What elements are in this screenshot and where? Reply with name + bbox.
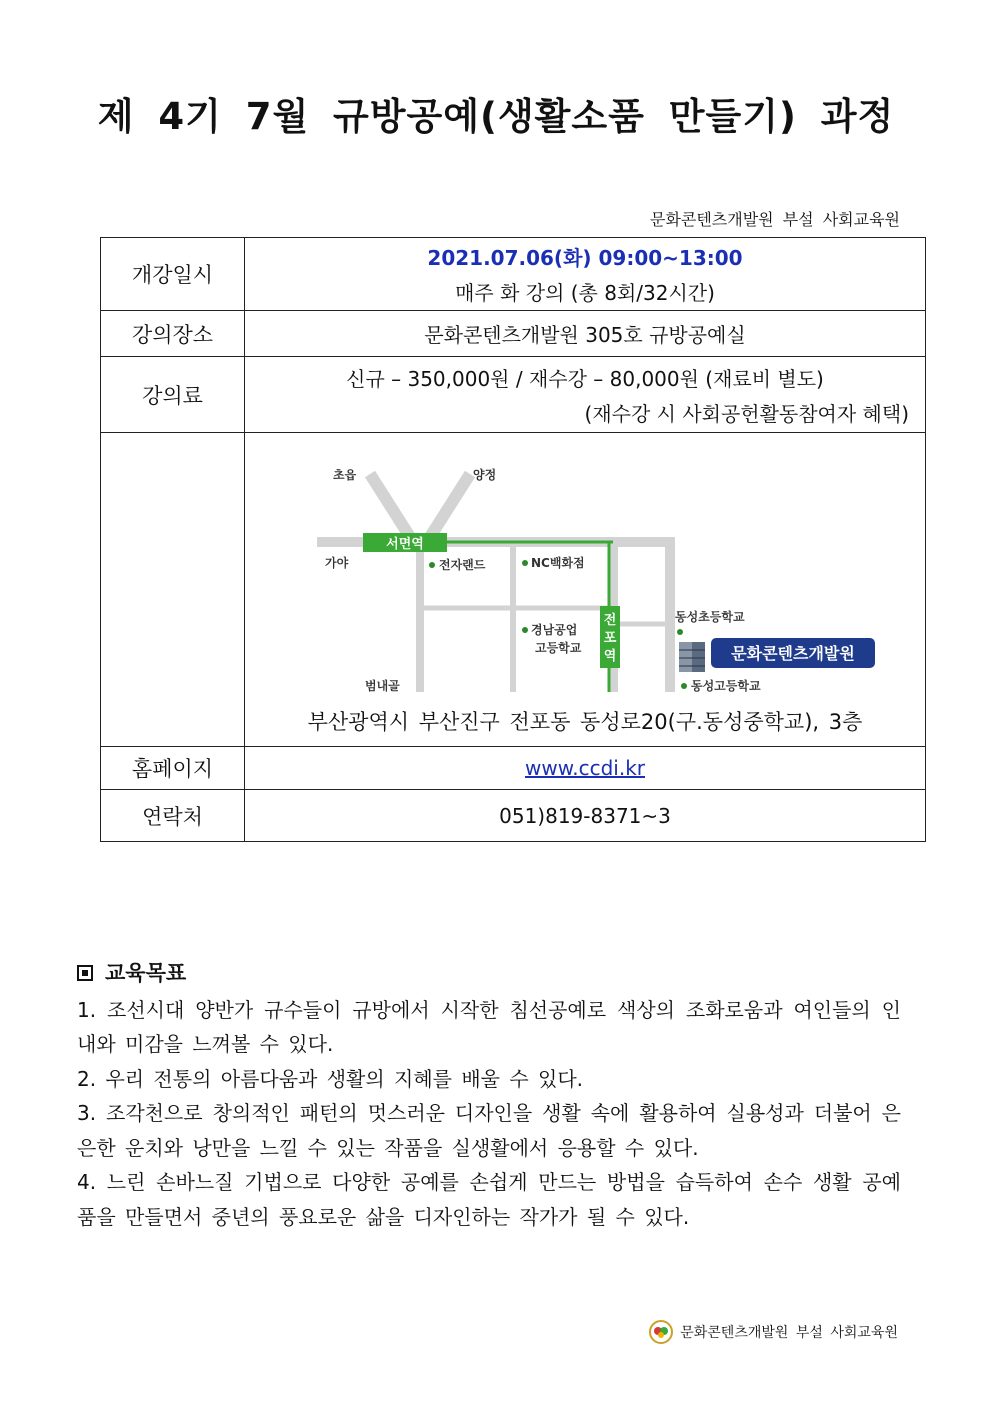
- gaya-label: 가야: [325, 555, 349, 570]
- schedule-label: 개강일시: [101, 238, 245, 311]
- nc-marker: [522, 560, 528, 566]
- goal-item-4: 4. 느린 손바느질 기법으로 다양한 공예를 손쉽게 만드는 방법을 습득하여 손수 생활 공예품을 만들면서 중년의 풍요로운 삶을 디자인하는 작가가 될 수 있다.: [77, 1170, 901, 1229]
- fee-line-1: 신규 – 350,000원 / 재수강 – 80,000원 (재료비 별도): [346, 366, 824, 391]
- course-info-table: [100, 237, 926, 842]
- schedule-date: 2021.07.06(화) 09:00~13:00: [427, 246, 743, 270]
- footer-organization: 문화콘텐츠개발원 부설 사회교육원: [680, 1325, 898, 1341]
- goals-heading-row: [77, 956, 901, 991]
- jeonpo-station-char: 전: [603, 612, 617, 628]
- building-icon: [679, 642, 705, 672]
- dongseong-high-label: 동성고등학교: [691, 678, 761, 693]
- fee-value: [245, 357, 926, 433]
- goal-item-3: 3. 조각천으로 창의적인 패턴의 멋스러운 디자인을 생활 속에 활용하여 실용성과 더불어 은은한 운치와 낭만을 느낄 수 있는 작품을 실생활에서 응용할 수 있다.: [77, 1101, 901, 1160]
- fee-row: [101, 357, 926, 433]
- fee-label: 강의료: [101, 357, 245, 433]
- map-row: [101, 433, 926, 747]
- location-map: [245, 434, 925, 746]
- contact-label: 연락처: [101, 790, 245, 842]
- homepage-link[interactable]: www.ccdi.kr: [525, 756, 645, 780]
- schedule-row: [101, 238, 926, 311]
- goal-item-2: 2. 우리 전통의 아름다움과 생활의 지혜를 배울 수 있다.: [77, 1066, 584, 1091]
- yangjeong-label: 양정: [473, 467, 497, 482]
- road-yangjeong: [430, 474, 470, 537]
- address: 부산광역시 부산진구 전포동 동성로20(구.동성중학교), 3층: [307, 709, 863, 734]
- schedule-value: [245, 238, 926, 311]
- gyeongnam-label-1: 경남공업: [531, 622, 578, 637]
- dongseong-high-marker: [681, 683, 687, 689]
- homepage-label: 홈페이지: [101, 747, 245, 790]
- homepage-value-cell: [245, 747, 926, 790]
- jeonjaland-label: 전자랜드: [439, 557, 486, 572]
- contact-row: [101, 790, 926, 842]
- jeonpo-station-label: [604, 612, 617, 664]
- goal-item-1: 1. 조선시대 양반가 규수들이 규방에서 시작한 침선공예로 색상의 조화로움과 여인들의 인내와 미감을 느껴볼 수 있다.: [77, 997, 901, 1056]
- contact-value: 051)819-8371~3: [245, 790, 926, 842]
- venue-value: 문화콘텐츠개발원 305호 규방공예실: [245, 311, 926, 357]
- schedule-detail: 매주 화 강의 (총 8회/32시간): [455, 281, 715, 305]
- education-goals: [77, 956, 901, 1234]
- venue-label: 강의장소: [101, 311, 245, 357]
- organization-logo-icon: [648, 1319, 674, 1345]
- dongseong-elementary-marker: [677, 629, 683, 635]
- choeup-label: 초읍: [333, 467, 357, 482]
- venue-row: [101, 311, 926, 357]
- gyeongnam-marker: [522, 627, 528, 633]
- beomnaegol-label: 범내골: [365, 678, 400, 693]
- dongseong-elementary-label: 동성초등학교: [675, 609, 745, 624]
- goals-heading: 교육목표: [105, 961, 187, 985]
- jeonpo-station-char: 역: [603, 648, 617, 664]
- footer: [648, 1319, 898, 1345]
- ccdi-badge-label: 문화콘텐츠개발원: [731, 643, 855, 663]
- gyeongnam-label-2: 고등학교: [535, 640, 582, 655]
- homepage-row: [101, 747, 926, 790]
- map-graphic: [245, 434, 925, 746]
- road-choeup: [370, 474, 410, 537]
- map-label-cell: [101, 433, 245, 747]
- jeonjaland-marker: [429, 562, 435, 568]
- page-title: 제 4기 7월 규방공예(생활소품 만들기) 과정: [97, 95, 895, 138]
- jeonpo-station-char: 포: [603, 630, 617, 646]
- seomyeon-station-label: 서면역: [386, 536, 424, 552]
- map-cell: [245, 433, 926, 747]
- organization-label: 문화콘텐츠개발원 부설 사회교육원: [649, 210, 900, 229]
- nc-label: NC백화점: [531, 555, 585, 570]
- checkbox-square-icon: [77, 965, 93, 981]
- fee-line-2: (재수강 시 사회공헌활동참여자 혜택): [584, 401, 909, 426]
